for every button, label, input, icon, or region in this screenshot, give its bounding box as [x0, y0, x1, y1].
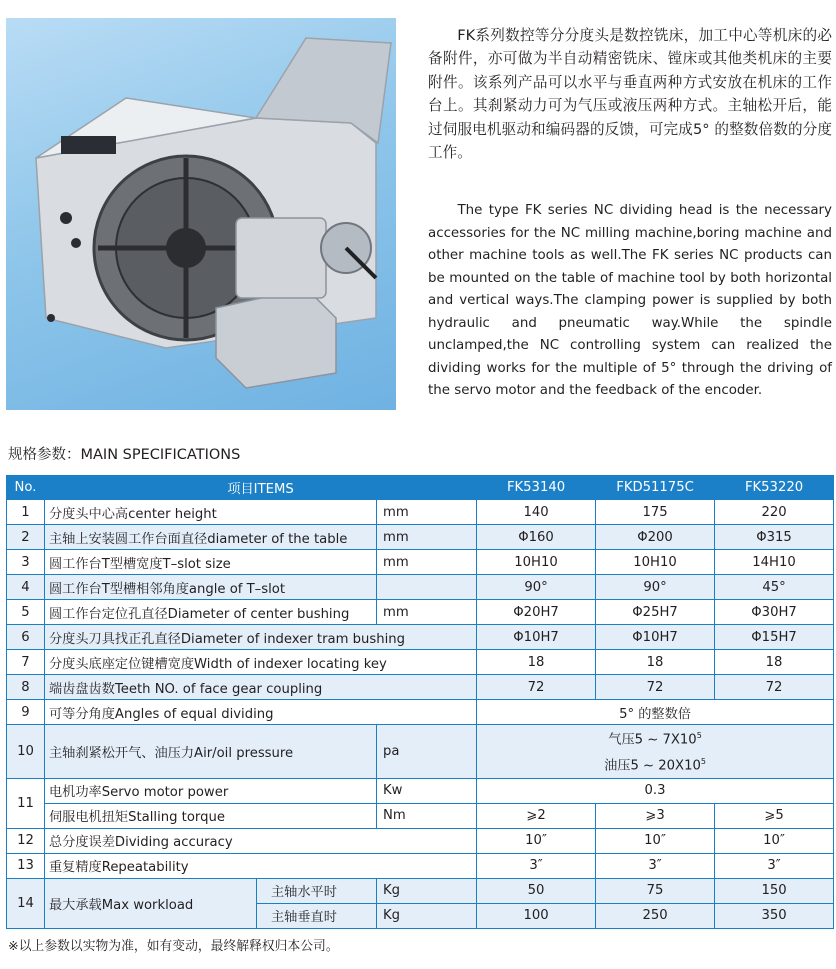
value-cell: Φ200 [596, 525, 715, 550]
row-item: 可等分角度Angles of equal dividing [45, 700, 477, 725]
row-unit: pa [377, 725, 477, 779]
value-cell-pressure [477, 725, 834, 779]
value-cell: Φ30H7 [715, 600, 834, 625]
pressure-air: 气压5 ~ $7X10^5$ [608, 731, 702, 748]
row-unit: Nm [377, 803, 477, 828]
row-sub-item: 主轴垂直时 [257, 903, 377, 928]
value-cell: Φ315 [715, 525, 834, 550]
row-no: 10 [7, 725, 45, 779]
value-cell: 18 [715, 650, 834, 675]
table-row [7, 700, 834, 725]
header-model-2: FKD51175C [596, 476, 715, 500]
value-cell: Φ15H7 [715, 625, 834, 650]
value-cell: 45° [715, 575, 834, 600]
value-cell: 72 [596, 675, 715, 700]
row-no: 3 [7, 550, 45, 575]
row-item: 电机功率Servo motor power [45, 778, 377, 803]
value-cell: 50 [477, 878, 596, 903]
value-cell: 350 [715, 903, 834, 928]
table-row [7, 600, 834, 625]
value-cell: 18 [596, 650, 715, 675]
spec-table [6, 475, 834, 929]
value-cell: 72 [477, 675, 596, 700]
row-no: 6 [7, 625, 45, 650]
row-unit: Kg [377, 903, 477, 928]
dividing-head-illustration [6, 18, 396, 410]
row-no: 2 [7, 525, 45, 550]
row-no: 5 [7, 600, 45, 625]
table-row [7, 803, 834, 828]
row-unit: mm [377, 600, 477, 625]
value-cell: 14H10 [715, 550, 834, 575]
table-row [7, 778, 834, 803]
row-item: 伺服电机扭矩Stalling torque [45, 803, 377, 828]
table-header-row [7, 476, 834, 500]
table-row [7, 525, 834, 550]
header-no: No. [7, 476, 45, 500]
value-cell: 10H10 [596, 550, 715, 575]
table-row [7, 575, 834, 600]
value-cell: 140 [477, 500, 596, 525]
value-cell: 10″ [715, 828, 834, 853]
row-unit: mm [377, 500, 477, 525]
value-cell: 90° [477, 575, 596, 600]
row-item: 总分度误差Dividing accuracy [45, 828, 477, 853]
row-unit: mm [377, 525, 477, 550]
table-row [7, 878, 834, 903]
table-row [7, 828, 834, 853]
value-cell: 18 [477, 650, 596, 675]
row-unit: mm [377, 550, 477, 575]
row-item: 圆工作台定位孔直径Diameter of center bushing [45, 600, 377, 625]
table-row [7, 650, 834, 675]
row-item: 重复精度Repeatability [45, 853, 477, 878]
table-row [7, 500, 834, 525]
value-cell: 100 [477, 903, 596, 928]
intro-english: The type FK series NC dividing head is the necessary accessories for the NC milling machine,boring machine and other machine tools as well.The FK series NC products can be mounted on the table of machine tool by both horizontal and vertical ways.The clamping power is supplied by both hydraulic and pneumatic way.While the spindle unclamped,the NC controlling system can realized the dividing works for the multiple of 5° through the driving of the servo motor and the feedback of the encoder. [428, 203, 832, 398]
value-cell: ⩾2 [477, 803, 596, 828]
row-no: 9 [7, 700, 45, 725]
value-cell: 10H10 [477, 550, 596, 575]
row-no: 8 [7, 675, 45, 700]
table-row [7, 675, 834, 700]
row-no: 7 [7, 650, 45, 675]
spec-title: 规格参数：MAIN SPECIFICATIONS [8, 447, 241, 463]
row-item: 分度头底座定位键槽宽度Width of indexer locating key [45, 650, 477, 675]
row-unit: Kw [377, 778, 477, 803]
value-cell: 10″ [596, 828, 715, 853]
value-cell: 90° [596, 575, 715, 600]
row-item: 分度头中心高center height [45, 500, 377, 525]
row-no: 14 [7, 878, 45, 928]
row-item: 主轴上安装圆工作台面直径diameter of the table [45, 525, 377, 550]
value-cell: Φ160 [477, 525, 596, 550]
row-item: 主轴刹紧松开气、油压力Air/oil pressure [45, 725, 377, 779]
row-no: 4 [7, 575, 45, 600]
row-unit [377, 575, 477, 600]
table-row [7, 853, 834, 878]
header-model-1: FK53140 [477, 476, 596, 500]
value-cell: Φ10H7 [477, 625, 596, 650]
row-item: 圆工作台T型槽相邻角度angle of T–slot [45, 575, 377, 600]
header-model-3: FK53220 [715, 476, 834, 500]
row-no: 11 [7, 778, 45, 828]
value-cell-merged: 0.3 [477, 778, 834, 803]
value-cell: 250 [596, 903, 715, 928]
value-cell: 175 [596, 500, 715, 525]
value-cell: 10″ [477, 828, 596, 853]
intro-chinese: FK系列数控等分分度头是数控铣床，加工中心等机床的必备附件，亦可做为半自动精密铣床、镗床或其他类机床的主要附件。该系列产品可以水平与垂直两种方式安放在机床的工作台上。其刹紧动力可为气压或液压两种方式。主轴松开后，能过伺服电机驱动和编码器的反馈，可完成5° 的整数倍数的分度工作。 [428, 27, 832, 162]
value-cell: 3″ [477, 853, 596, 878]
row-no: 1 [7, 500, 45, 525]
header-items: 项目ITEMS [45, 476, 477, 500]
value-cell: Φ10H7 [596, 625, 715, 650]
value-cell: ⩾5 [715, 803, 834, 828]
row-no: 13 [7, 853, 45, 878]
row-item: 分度头刀具找正孔直径Diameter of indexer tram bushing [45, 625, 477, 650]
value-cell-merged: 5° 的整数倍 [477, 700, 834, 725]
value-cell: Φ20H7 [477, 600, 596, 625]
value-cell: ⩾3 [596, 803, 715, 828]
row-no: 12 [7, 828, 45, 853]
value-cell: Φ25H7 [596, 600, 715, 625]
row-unit: Kg [377, 878, 477, 903]
value-cell: 220 [715, 500, 834, 525]
value-cell: 3″ [715, 853, 834, 878]
table-row [7, 625, 834, 650]
row-sub-item: 主轴水平时 [257, 878, 377, 903]
value-cell: 150 [715, 878, 834, 903]
value-cell: 75 [596, 878, 715, 903]
row-item: 圆工作台T型槽宽度T–slot size [45, 550, 377, 575]
product-photo [6, 18, 396, 410]
table-row [7, 725, 834, 779]
row-item: 最大承载Max workload [45, 878, 257, 928]
pressure-oil: 油压5 ~ $20X10^5$ [604, 757, 706, 774]
row-item: 端齿盘齿数Teeth NO. of face gear coupling [45, 675, 477, 700]
footnote: ※以上参数以实物为准，如有变动，最终解释权归本公司。 [8, 939, 339, 954]
table-row [7, 550, 834, 575]
value-cell: 72 [715, 675, 834, 700]
value-cell: 3″ [596, 853, 715, 878]
